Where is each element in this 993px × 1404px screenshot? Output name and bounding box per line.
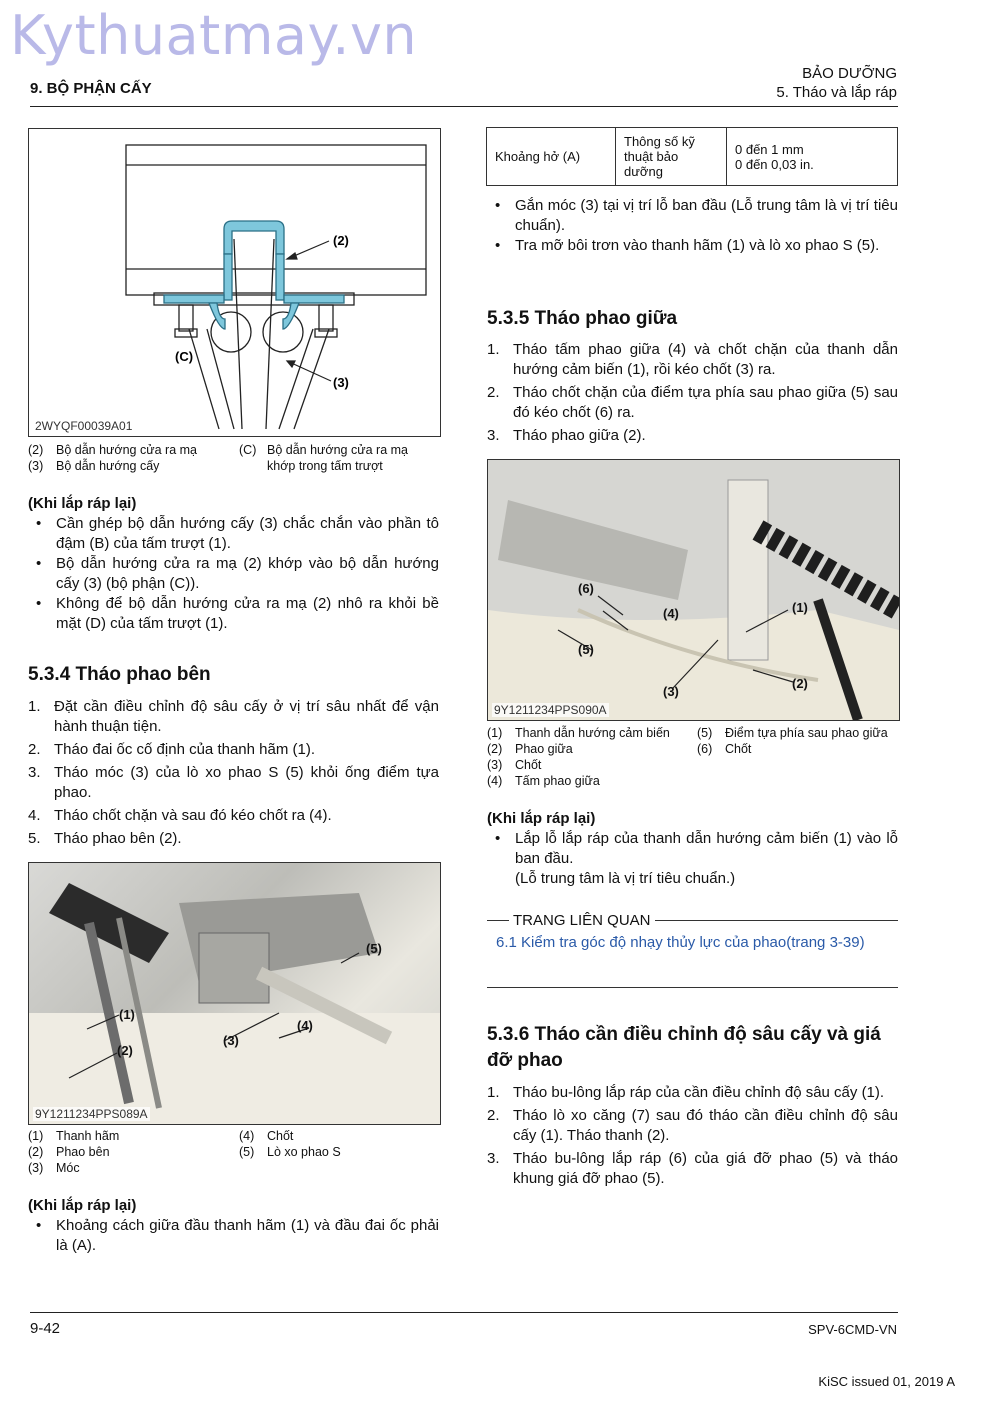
step-text: Đặt cần điều chỉnh độ sâu cấy ở vị trí sâu nhất để vận hành thuận tiện. — [54, 698, 439, 735]
watermark: Kythuatmay.vn — [10, 4, 418, 67]
fig1-callout-3: (3) — [333, 375, 349, 390]
caption-item — [697, 725, 897, 741]
figure-code: 2WYQF00039A01 — [35, 419, 133, 433]
step-text: Tháo chốt chặn và sau đó kéo chốt ra (4). — [54, 807, 332, 824]
caption-text: Thanh dẫn hướng cảm biến — [515, 726, 670, 740]
bullet-text: Lắp lỗ lắp ráp của thanh dẫn hướng cảm biến (1) vào lỗ ban đầu. — [515, 830, 898, 867]
fig1-captions-left — [28, 442, 233, 474]
fig3-captions-left — [487, 725, 692, 789]
fig3-callout-3: (3) — [663, 684, 679, 699]
section-535-steps — [487, 340, 898, 449]
related-pages-title: TRANG LIÊN QUAN — [513, 912, 651, 929]
after-table-notes — [487, 196, 898, 256]
bullet-item: • Gắn móc (3) tại vị trí lỗ ban đầu (Lỗ trung tâm là vị trí tiêu chuẩn). — [487, 196, 898, 236]
reassembly-title: (Khi lắp ráp lại) — [28, 1197, 137, 1214]
step-number: 2. — [487, 384, 500, 401]
caption-item — [28, 1128, 233, 1144]
step-text: Tháo bu-lông lắp ráp (6) của giá đỡ phao (5) và tháo khung giá đỡ phao (5). — [513, 1150, 898, 1187]
fig3-callout-2: (2) — [792, 676, 808, 691]
caption-item — [239, 442, 439, 474]
guide-line-drawing — [29, 129, 440, 436]
step-number: 1. — [28, 698, 41, 715]
section-536-steps — [487, 1083, 898, 1192]
step-text: Tháo bu-lông lắp ráp của cần điều chỉnh độ sâu cấy (1). — [513, 1084, 885, 1101]
step-number: 3. — [487, 427, 500, 444]
step-item — [28, 763, 439, 803]
related-rule-left — [487, 920, 509, 921]
caption-text: Điểm tựa phía sau phao giữa — [725, 726, 888, 740]
caption-number: (5) — [239, 1145, 255, 1159]
caption-number: (C) — [239, 443, 257, 457]
caption-item — [28, 1144, 233, 1160]
fig2-callout-1: (1) — [119, 1007, 135, 1022]
issue-info: KiSC issued 01, 2019 A — [818, 1374, 955, 1389]
step-text: Tháo phao bên (2). — [54, 830, 182, 847]
caption-item — [487, 725, 692, 741]
spec-value — [727, 128, 898, 186]
caption-text: Chốt — [515, 758, 542, 772]
caption-text: Móc — [56, 1161, 80, 1175]
bullet-note: (Lỗ trung tâm là vị trí tiêu chuẩn.) — [515, 870, 736, 887]
caption-item — [28, 1160, 233, 1176]
caption-number: (2) — [28, 1145, 44, 1159]
step-number: 2. — [487, 1107, 500, 1124]
caption-number: (1) — [28, 1129, 44, 1143]
spec-row — [487, 128, 898, 186]
fig1-callout-2: (2) — [333, 233, 349, 248]
caption-text: Tấm phao giữa — [515, 774, 600, 788]
related-pages-header — [487, 912, 898, 929]
step-item — [28, 806, 439, 826]
step-item — [487, 426, 898, 446]
step-item — [487, 383, 898, 423]
bullet-item: • Cần ghép bộ dẫn hướng cấy (3) chắc chắn vào phần tô đậm (B) của tấm trượt (1). — [28, 514, 439, 554]
bullet-item: • Không để bộ dẫn hướng cửa ra mạ (2) nhô ra khỏi bề mặt (D) của tấm trượt (1). — [28, 594, 439, 634]
section-category: BẢO DƯỠNG — [802, 65, 897, 82]
step-item — [487, 1149, 898, 1189]
section-header — [776, 64, 897, 102]
fig3-callout-1: (1) — [792, 600, 808, 615]
figure-side-float-photo — [28, 862, 441, 1125]
reassembly-notes-3 — [487, 809, 898, 889]
step-number: 3. — [487, 1150, 500, 1167]
caption-item — [487, 773, 692, 789]
figure-guide-drawing — [28, 128, 441, 437]
section-534-title: 5.3.4 Tháo phao bên — [28, 664, 211, 685]
related-bottom-rule — [487, 987, 898, 988]
figure-center-float-photo — [487, 459, 900, 721]
step-item — [487, 340, 898, 380]
caption-text: Bộ dẫn hướng cửa ra mạ khớp trong tấm trượt — [267, 443, 408, 473]
caption-text: Chốt — [725, 742, 752, 756]
caption-number: (4) — [487, 774, 503, 788]
reassembly-title: (Khi lắp ráp lại) — [487, 810, 596, 827]
caption-text: Bộ dẫn hướng cấy — [56, 459, 160, 473]
spec-value-imperial: 0 đến 0,03 in. — [735, 156, 814, 172]
step-item — [487, 1083, 898, 1103]
step-text: Tháo móc (3) của lò xo phao S (5) khỏi ống điểm tựa phao. — [54, 764, 439, 801]
caption-number: (6) — [697, 742, 713, 756]
chapter-title: 9. BỘ PHẬN CẤY — [30, 80, 152, 97]
step-item — [28, 697, 439, 737]
caption-text: Lò xo phao S — [267, 1145, 341, 1159]
step-text: Tháo chốt chặn của điểm tựa phía sau phao giữa (5) sau đó kéo chốt (6) ra. — [513, 384, 898, 421]
caption-item — [28, 442, 233, 458]
side-float-photo — [29, 863, 440, 1124]
caption-item — [487, 741, 692, 757]
caption-number: (2) — [487, 742, 503, 756]
fig2-callout-2: (2) — [117, 1043, 133, 1058]
step-text: Tháo lò xo căng (7) sau đó tháo cần điều chỉnh độ sâu cấy (1). Tháo thanh (2). — [513, 1107, 898, 1144]
step-text: Tháo phao giữa (2). — [513, 427, 646, 444]
section-subtitle: 5. Tháo và lắp ráp — [776, 84, 897, 101]
fig2-captions-right — [239, 1128, 439, 1160]
related-page-link[interactable]: 6.1 Kiểm tra góc độ nhạy thủy lực của phao(trang 3-39) — [496, 934, 865, 951]
header-rule — [30, 106, 898, 107]
caption-number: (3) — [487, 758, 503, 772]
step-text: Tháo tấm phao giữa (4) và chốt chặn của thanh dẫn hướng cảm biến (1), rồi kéo chốt (3) ra. — [513, 341, 898, 378]
caption-text: Chốt — [267, 1129, 294, 1143]
caption-text: Thanh hãm — [56, 1129, 120, 1143]
fig2-callout-4: (4) — [297, 1018, 313, 1033]
caption-item — [239, 1128, 439, 1144]
spec-table — [486, 127, 898, 186]
section-534-steps — [28, 697, 439, 852]
step-item — [28, 829, 439, 849]
bullet-item: • Tra mỡ bôi trơn vào thanh hãm (1) và lò xo phao S (5). — [487, 236, 898, 256]
footer-rule — [30, 1312, 898, 1313]
fig2-captions-left — [28, 1128, 233, 1176]
figure-code: 9Y1211234PPS090A — [494, 703, 607, 717]
spec-value-metric: 0 đến 1 mm — [735, 141, 804, 157]
caption-number: (5) — [697, 726, 713, 740]
bullet-item: • Khoảng cách giữa đầu thanh hãm (1) và đầu đai ốc phải là (A). — [28, 1216, 439, 1256]
fig3-callout-5: (5) — [578, 642, 594, 657]
caption-item — [28, 458, 233, 474]
caption-text: Phao bên — [56, 1145, 110, 1159]
reassembly-title: (Khi lắp ráp lại) — [28, 495, 137, 512]
fig1-captions-right — [239, 442, 439, 474]
caption-text: Bộ dẫn hướng cửa ra mạ — [56, 443, 197, 457]
figure-code: 9Y1211234PPS089A — [35, 1107, 148, 1121]
fig3-callout-6: (6) — [578, 581, 594, 596]
caption-number: (2) — [28, 443, 44, 457]
document-code: SPV-6CMD-VN — [808, 1322, 897, 1337]
spec-item: Khoảng hở (A) — [487, 128, 616, 186]
step-number: 1. — [487, 341, 500, 358]
caption-text: Phao giữa — [515, 742, 573, 756]
page-number: 9-42 — [30, 1320, 61, 1337]
step-item — [487, 1106, 898, 1146]
fig3-callout-4: (4) — [663, 606, 679, 621]
reassembly-notes-1 — [28, 494, 439, 634]
caption-number: (4) — [239, 1129, 255, 1143]
step-item — [28, 740, 439, 760]
fig2-callout-5: (5) — [366, 941, 382, 956]
section-535-title: 5.3.5 Tháo phao giữa — [487, 308, 678, 329]
step-text: Tháo đai ốc cố định của thanh hãm (1). — [54, 741, 315, 758]
fig3-captions-right — [697, 725, 897, 757]
related-rule-right — [655, 920, 898, 921]
caption-item — [697, 741, 897, 757]
caption-number: (1) — [487, 726, 503, 740]
fig2-callout-3: (3) — [223, 1033, 239, 1048]
fig1-callout-c: (C) — [175, 349, 194, 364]
spec-type: Thông số kỹ thuật bảo dưỡng — [616, 128, 727, 186]
step-number: 2. — [28, 741, 41, 758]
reassembly-notes-2 — [28, 1196, 439, 1256]
step-number: 4. — [28, 807, 41, 824]
caption-number: (3) — [28, 1161, 44, 1175]
center-float-photo — [488, 460, 899, 720]
step-number: 1. — [487, 1084, 500, 1101]
step-number: 3. — [28, 764, 41, 781]
bullet-item — [487, 829, 898, 889]
step-number: 5. — [28, 830, 41, 847]
caption-item — [487, 757, 692, 773]
caption-item — [239, 1144, 439, 1160]
section-536-title: 5.3.6 Tháo cần điều chỉnh độ sâu cấy và giá đỡ phao — [487, 1024, 881, 1071]
caption-number: (3) — [28, 459, 44, 473]
bullet-item: • Bộ dẫn hướng cửa ra mạ (2) khớp vào bộ dẫn hướng cấy (3) (bộ phận (C)). — [28, 554, 439, 594]
